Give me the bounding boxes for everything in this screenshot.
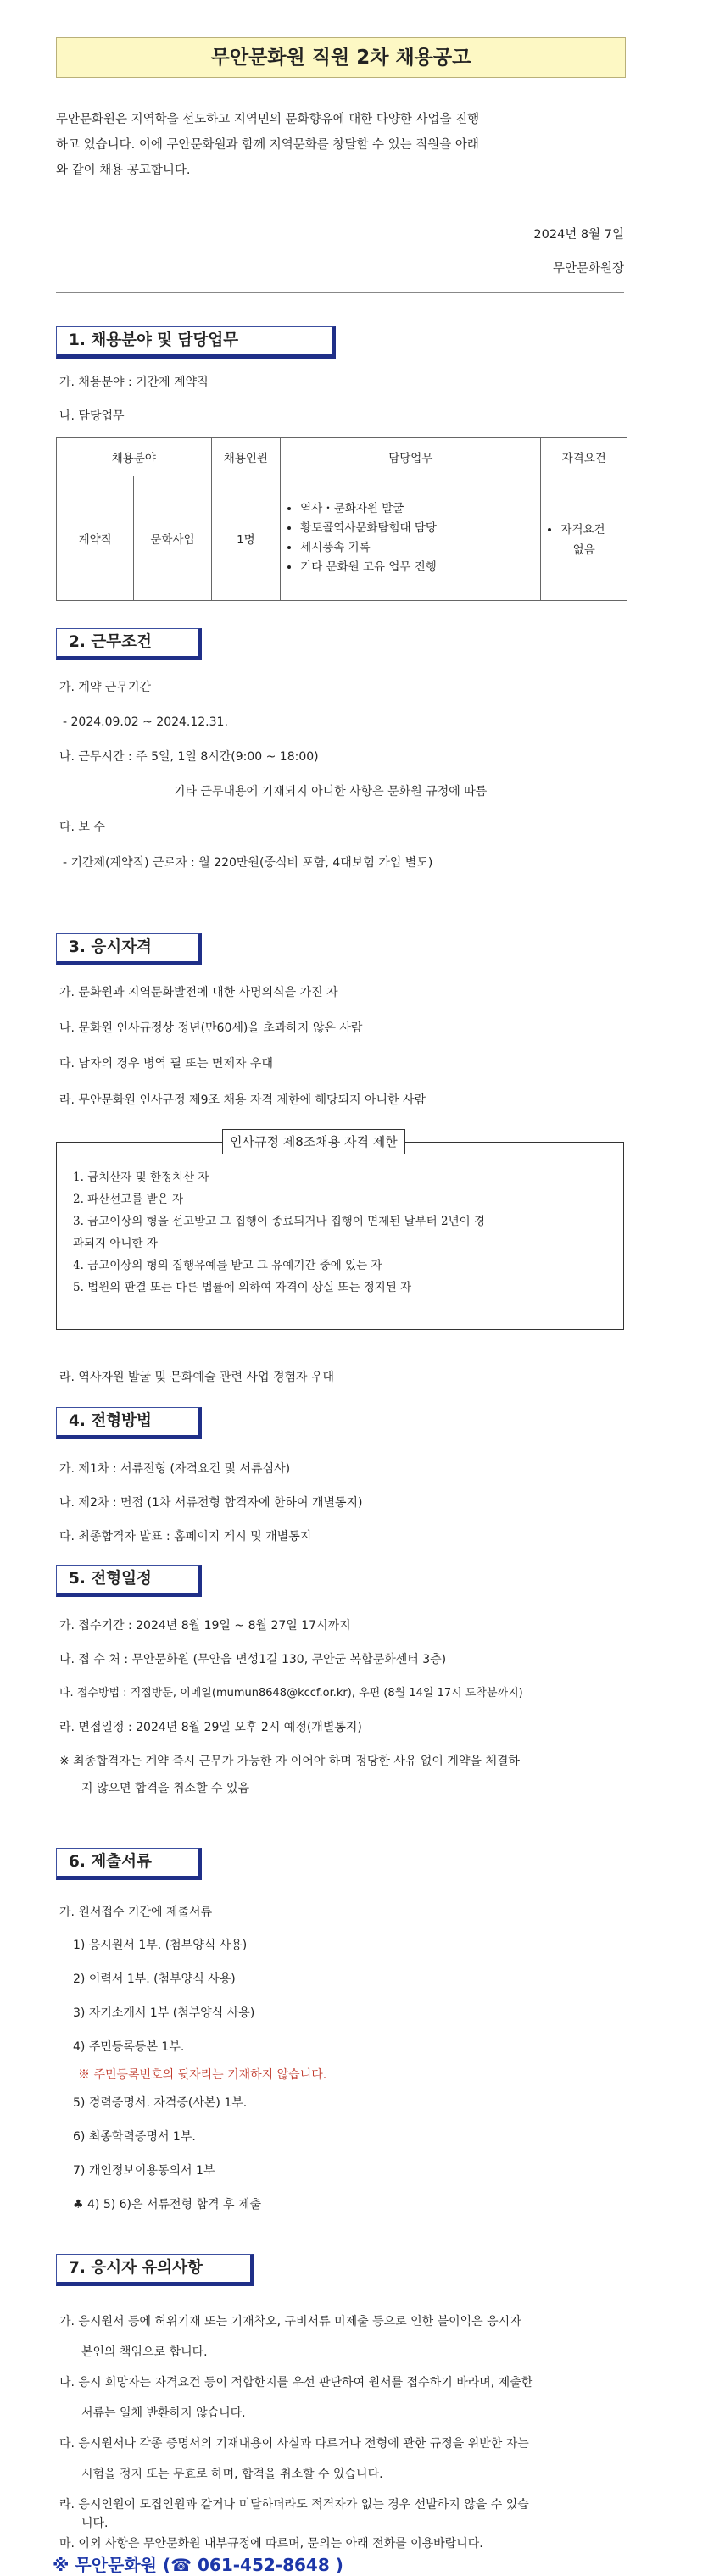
s7-line: 라. 응시인원이 모집인원과 같거나 미달하더라도 적격자가 없는 경우 선발하지 않을 수 있습 bbox=[59, 2498, 529, 2512]
duty-item: • 황토골역사문화탐험대 담당 bbox=[300, 519, 539, 538]
page-title: 무안문화원 직원 2차 채용공고 bbox=[56, 37, 626, 78]
restriction-box-title: 인사규정 제8조채용 자격 제한 bbox=[222, 1129, 405, 1154]
s3-line: 다. 남자의 경우 병역 필 또는 면제자 우대 bbox=[59, 1057, 273, 1071]
table-header: 자격요건 bbox=[541, 438, 627, 476]
s7-line: 나. 응시 희망자는 자격요건 등이 적합한지를 우선 판단하여 원서를 접수하기 바라며, 제출한 bbox=[59, 2376, 533, 2390]
s4-line: 나. 제2차 : 면접 (1차 서류전형 합격자에 한하여 개별통지) bbox=[59, 1496, 363, 1510]
restriction-item: 2. 파산선고를 받은 자 bbox=[73, 1193, 184, 1206]
s3-line: 나. 문화원 인사규정상 정년(만60세)을 초과하지 않은 사람 bbox=[59, 1021, 363, 1035]
s5-line: ※ 최종합격자는 계약 즉시 근무가 가능한 자 이어야 하며 정당한 사유 없이 계약을 체결하 bbox=[59, 1755, 520, 1768]
contact-info: ※ 무안문화원 (☎ 061-452-8648 ) bbox=[53, 2555, 343, 2575]
section-heading-3: 3. 응시자격 bbox=[56, 933, 202, 965]
document-item: 2) 이력서 1부. (첨부양식 사용) bbox=[73, 1972, 236, 1986]
document-item: 7) 개인정보이용동의서 1부 bbox=[73, 2164, 215, 2178]
s7-line: 다. 응시원서나 각종 증명서의 기재내용이 사실과 다르거나 전형에 관한 규정을 위반한 자는 bbox=[59, 2437, 529, 2451]
section-heading-2: 2. 근무조건 bbox=[56, 628, 202, 660]
duty-table bbox=[56, 437, 627, 601]
s7-line: 니다. bbox=[81, 2517, 109, 2530]
s7-line: 마. 이외 사항은 무안문화원 내부규정에 따르며, 문의는 아래 전화를 이용바랍니다. bbox=[59, 2537, 483, 2551]
intro bbox=[56, 107, 633, 183]
section-heading-6: 6. 제출서류 bbox=[56, 1848, 202, 1880]
s3-line: 가. 문화원과 지역문화발전에 대한 사명의식을 가진 자 bbox=[59, 986, 338, 999]
document-item: 4) 주민등록등본 1부. bbox=[73, 2040, 185, 2054]
issuer: 무안문화원장 bbox=[552, 262, 624, 275]
s3-line: 라. 무안문화원 인사규정 제9조 채용 자격 제한에 해당되지 아니한 사람 bbox=[59, 1093, 426, 1107]
intro-line: 하고 있습니다. 이에 무안문화원과 함께 지역문화를 창달할 수 있는 직원을 아래 bbox=[56, 138, 479, 152]
restriction-item: 1. 금치산자 및 한정치산 자 bbox=[73, 1171, 209, 1184]
s5-line: 라. 면접일정 : 2024년 8월 29일 오후 2시 예정(개별통지) bbox=[59, 1721, 362, 1734]
document-item: 3) 자기소개서 1부 (첨부양식 사용) bbox=[73, 2006, 255, 2020]
req-item: • 자격요건 bbox=[560, 520, 626, 540]
duty-item: • 기타 문화원 고유 업무 진행 bbox=[300, 558, 539, 577]
s3-line: 라. 역사자원 발굴 및 문화예술 관련 사업 경험자 우대 bbox=[59, 1371, 335, 1384]
s7-line: 시험을 정지 또는 무효로 하며, 합격을 취소할 수 있습니다. bbox=[81, 2468, 383, 2481]
table-header: 채용분야 bbox=[57, 438, 212, 476]
table-header: 담당업무 bbox=[281, 438, 541, 476]
s2-line: - 2024.09.02 ~ 2024.12.31. bbox=[63, 715, 228, 729]
table-cell-type: 계약직 bbox=[57, 476, 134, 601]
table-cell-requirements bbox=[541, 476, 627, 601]
s5-line: 나. 접 수 처 : 무안문화원 (무안읍 면성1길 130, 무안군 복합문화센터 3층) bbox=[59, 1653, 447, 1666]
document-item: ♣ 4) 5) 6)은 서류전형 합격 후 제출 bbox=[73, 2198, 262, 2212]
req-item: 없음 bbox=[572, 542, 595, 557]
section-heading-5: 5. 전형일정 bbox=[56, 1565, 202, 1597]
divider bbox=[56, 292, 624, 293]
s4-line: 다. 최종합격자 발표 : 홈페이지 게시 및 개별통지 bbox=[59, 1530, 312, 1544]
restriction-item: 5. 법원의 판결 또는 다른 법률에 의하여 자격이 상실 또는 정지된 자 bbox=[73, 1281, 412, 1294]
document-item: 6) 최종학력증명서 1부. bbox=[73, 2130, 196, 2144]
duty-item: • 역사・문화자원 발굴 bbox=[300, 499, 539, 519]
table-cell-dept: 문화사업 bbox=[134, 476, 211, 601]
table-cell-duties bbox=[281, 476, 541, 601]
s1-duty-label: 나. 담당업무 bbox=[59, 409, 125, 423]
s2-line: 다. 보 수 bbox=[59, 821, 105, 834]
s5-line: 지 않으면 합격을 취소할 수 있음 bbox=[81, 1782, 250, 1795]
s7-line: 본인의 책임으로 합니다. bbox=[81, 2345, 208, 2359]
s5-line: 다. 접수방법 : 직접방문, 이메일(mumun8648@kccf.or.kr), 우편 (8월 14일 17시 도착분까지) bbox=[59, 1687, 523, 1700]
intro-line: 무안문화원은 지역학을 선도하고 지역민의 문화향유에 대한 다양한 사업을 진행 bbox=[56, 113, 480, 126]
s2-line: 기타 근무내용에 기재되지 아니한 사항은 문화원 규정에 따름 bbox=[174, 785, 488, 798]
duty-item: • 세시풍속 기록 bbox=[300, 538, 539, 558]
section-heading-4: 4. 전형방법 bbox=[56, 1407, 202, 1439]
notice-date: 2024년 8월 7일 bbox=[533, 228, 624, 242]
section-heading-7: 7. 응시자 유의사항 bbox=[56, 2254, 254, 2286]
s4-line: 가. 제1차 : 서류전형 (자격요건 및 서류심사) bbox=[59, 1462, 291, 1476]
section-heading-1: 1. 채용분야 및 담당업무 bbox=[56, 326, 336, 359]
red-note: ※ 주민등록번호의 뒷자리는 기재하지 않습니다. bbox=[78, 2068, 327, 2082]
s7-line: 서류는 일체 반환하지 않습니다. bbox=[81, 2406, 246, 2420]
restriction-item: 4. 금고이상의 형의 집행유예를 받고 그 유예기간 중에 있는 자 bbox=[73, 1259, 382, 1272]
restriction-item: 과되지 아니한 자 bbox=[73, 1237, 158, 1250]
table-cell-count: 1명 bbox=[211, 476, 281, 601]
s2-line: 나. 근무시간 : 주 5일, 1일 8시간(9:00 ~ 18:00) bbox=[59, 750, 319, 764]
document-item: 1) 응시원서 1부. (첨부양식 사용) bbox=[73, 1939, 248, 1952]
table-header: 채용인원 bbox=[211, 438, 281, 476]
s7-line: 가. 응시원서 등에 허위기재 또는 기재착오, 구비서류 미제출 등으로 인한 불이익은 응시자 bbox=[59, 2315, 521, 2328]
s5-line: 가. 접수기간 : 2024년 8월 19일 ~ 8월 27일 17시까지 bbox=[59, 1619, 351, 1633]
s1-field: 가. 채용분야 : 기간제 계약직 bbox=[59, 376, 209, 389]
document-item: 5) 경력증명서. 자격증(사본) 1부. bbox=[73, 2096, 248, 2110]
restriction-item: 3. 금고이상의 형을 선고받고 그 집행이 종료되거나 집행이 면제된 날부터 2년이 경 bbox=[73, 1215, 485, 1228]
s2-line: - 기간제(계약직) 근로자 : 월 220만원(중식비 포함, 4대보험 가입 별도) bbox=[63, 856, 433, 870]
s6-line: 가. 원서접수 기간에 제출서류 bbox=[59, 1906, 213, 1919]
intro-line: 와 같이 채용 공고합니다. bbox=[56, 164, 191, 177]
s2-line: 가. 계약 근무기간 bbox=[59, 681, 152, 694]
